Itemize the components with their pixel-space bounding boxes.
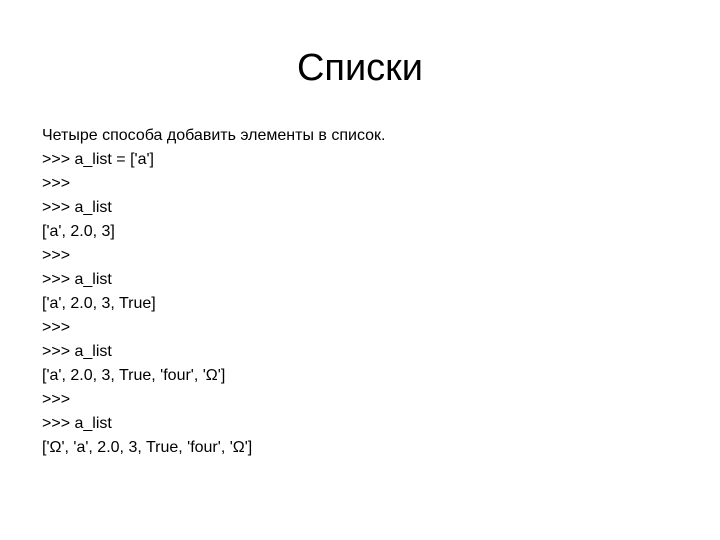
content-line: >>> a_list [42, 343, 112, 360]
content-line: >>> a_list [42, 199, 112, 216]
content-line: ['a', 2.0, 3, True] [42, 295, 156, 312]
content-line: ['a', 2.0, 3] [42, 223, 115, 240]
content-line: ['a', 2.0, 3, True, 'four', 'Ω'] [42, 367, 226, 384]
content-line: Четыре способа добавить элементы в список. [42, 127, 386, 144]
content-line: >>> a_list [42, 271, 112, 288]
content-line: >>> a_list [42, 415, 112, 432]
slide-content [42, 124, 682, 460]
content-line: >>> [42, 247, 71, 264]
content-line: ['Ω', 'a', 2.0, 3, True, 'four', 'Ω'] [42, 439, 253, 456]
content-line: >>> a_list = ['a'] [42, 151, 154, 168]
content-line: >>> [42, 175, 71, 192]
content-line: >>> [42, 319, 71, 336]
content-line: >>> [42, 391, 71, 408]
slide-title: Списки [296, 47, 424, 89]
